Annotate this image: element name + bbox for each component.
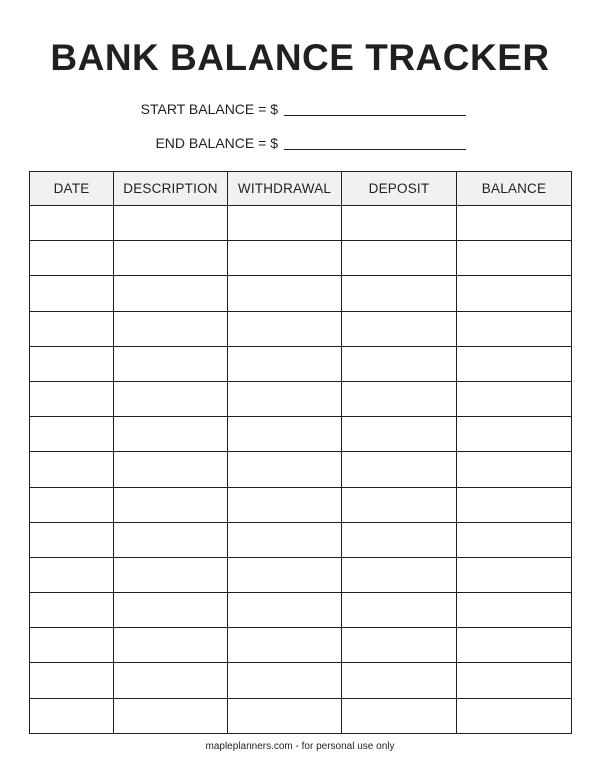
start-balance-label: START BALANCE = $	[140, 101, 278, 117]
balance-cell[interactable]	[457, 698, 572, 733]
withdrawal-cell[interactable]	[228, 206, 342, 241]
date-cell[interactable]	[30, 381, 114, 416]
deposit-cell[interactable]	[342, 593, 457, 628]
table-row	[30, 452, 572, 487]
balance-cell[interactable]	[457, 311, 572, 346]
table-row	[30, 522, 572, 557]
withdrawal-cell[interactable]	[228, 522, 342, 557]
balance-cell[interactable]	[457, 557, 572, 592]
date-cell[interactable]	[30, 346, 114, 381]
date-cell[interactable]	[30, 557, 114, 592]
balance-cell[interactable]	[457, 206, 572, 241]
date-cell[interactable]	[30, 241, 114, 276]
withdrawal-cell[interactable]	[228, 346, 342, 381]
date-cell[interactable]	[30, 206, 114, 241]
withdrawal-cell[interactable]	[228, 417, 342, 452]
start-balance-field[interactable]	[284, 115, 466, 116]
description-cell[interactable]	[114, 311, 228, 346]
start-balance-row	[0, 98, 600, 120]
date-cell[interactable]	[30, 276, 114, 311]
end-balance-label: END BALANCE = $	[155, 135, 278, 151]
withdrawal-cell[interactable]	[228, 557, 342, 592]
description-cell[interactable]	[114, 276, 228, 311]
description-cell[interactable]	[114, 241, 228, 276]
description-cell[interactable]	[114, 452, 228, 487]
deposit-cell[interactable]	[342, 487, 457, 522]
withdrawal-cell[interactable]	[228, 698, 342, 733]
withdrawal-cell[interactable]	[228, 487, 342, 522]
date-cell[interactable]	[30, 593, 114, 628]
column-header-date: DATE	[30, 172, 114, 206]
date-cell[interactable]	[30, 311, 114, 346]
date-cell[interactable]	[30, 628, 114, 663]
date-cell[interactable]	[30, 663, 114, 698]
balance-cell[interactable]	[457, 346, 572, 381]
table-row	[30, 346, 572, 381]
table-row	[30, 557, 572, 592]
deposit-cell[interactable]	[342, 381, 457, 416]
description-cell[interactable]	[114, 628, 228, 663]
deposit-cell[interactable]	[342, 206, 457, 241]
date-cell[interactable]	[30, 522, 114, 557]
description-cell[interactable]	[114, 698, 228, 733]
date-cell[interactable]	[30, 698, 114, 733]
end-balance-row	[0, 132, 600, 154]
description-cell[interactable]	[114, 206, 228, 241]
deposit-cell[interactable]	[342, 628, 457, 663]
description-cell[interactable]	[114, 663, 228, 698]
deposit-cell[interactable]	[342, 417, 457, 452]
table-row	[30, 276, 572, 311]
withdrawal-cell[interactable]	[228, 663, 342, 698]
deposit-cell[interactable]	[342, 276, 457, 311]
page-title: BANK BALANCE TRACKER	[50, 37, 550, 78]
balance-cell[interactable]	[457, 663, 572, 698]
description-cell[interactable]	[114, 381, 228, 416]
balance-cell[interactable]	[457, 241, 572, 276]
withdrawal-cell[interactable]	[228, 593, 342, 628]
table-header-row	[30, 172, 572, 206]
date-cell[interactable]	[30, 487, 114, 522]
table-row	[30, 311, 572, 346]
deposit-cell[interactable]	[342, 241, 457, 276]
table-row	[30, 628, 572, 663]
withdrawal-cell[interactable]	[228, 276, 342, 311]
deposit-cell[interactable]	[342, 452, 457, 487]
table-body	[30, 206, 572, 734]
description-cell[interactable]	[114, 346, 228, 381]
deposit-cell[interactable]	[342, 663, 457, 698]
balance-cell[interactable]	[457, 276, 572, 311]
balance-cell[interactable]	[457, 593, 572, 628]
description-cell[interactable]	[114, 417, 228, 452]
deposit-cell[interactable]	[342, 557, 457, 592]
transaction-table	[29, 171, 572, 734]
withdrawal-cell[interactable]	[228, 381, 342, 416]
table-row	[30, 487, 572, 522]
footer-credit: mapleplanners.com - for personal use only	[205, 741, 395, 752]
table-row	[30, 206, 572, 241]
date-cell[interactable]	[30, 417, 114, 452]
table-row	[30, 593, 572, 628]
description-cell[interactable]	[114, 487, 228, 522]
table-row	[30, 698, 572, 733]
balance-cell[interactable]	[457, 522, 572, 557]
table-row	[30, 381, 572, 416]
balance-cell[interactable]	[457, 628, 572, 663]
balance-cell[interactable]	[457, 381, 572, 416]
withdrawal-cell[interactable]	[228, 241, 342, 276]
table-row	[30, 663, 572, 698]
column-header-withdrawal: WITHDRAWAL	[228, 172, 342, 206]
withdrawal-cell[interactable]	[228, 311, 342, 346]
balance-cell[interactable]	[457, 417, 572, 452]
deposit-cell[interactable]	[342, 522, 457, 557]
column-header-deposit: DEPOSIT	[342, 172, 457, 206]
description-cell[interactable]	[114, 557, 228, 592]
end-balance-field[interactable]	[284, 149, 466, 150]
description-cell[interactable]	[114, 522, 228, 557]
column-header-balance: BALANCE	[457, 172, 572, 206]
deposit-cell[interactable]	[342, 698, 457, 733]
column-header-description: DESCRIPTION	[114, 172, 228, 206]
balance-cell[interactable]	[457, 452, 572, 487]
balance-cell[interactable]	[457, 487, 572, 522]
date-cell[interactable]	[30, 452, 114, 487]
withdrawal-cell[interactable]	[228, 452, 342, 487]
deposit-cell[interactable]	[342, 311, 457, 346]
table-row	[30, 417, 572, 452]
deposit-cell[interactable]	[342, 346, 457, 381]
description-cell[interactable]	[114, 593, 228, 628]
withdrawal-cell[interactable]	[228, 628, 342, 663]
table-row	[30, 241, 572, 276]
